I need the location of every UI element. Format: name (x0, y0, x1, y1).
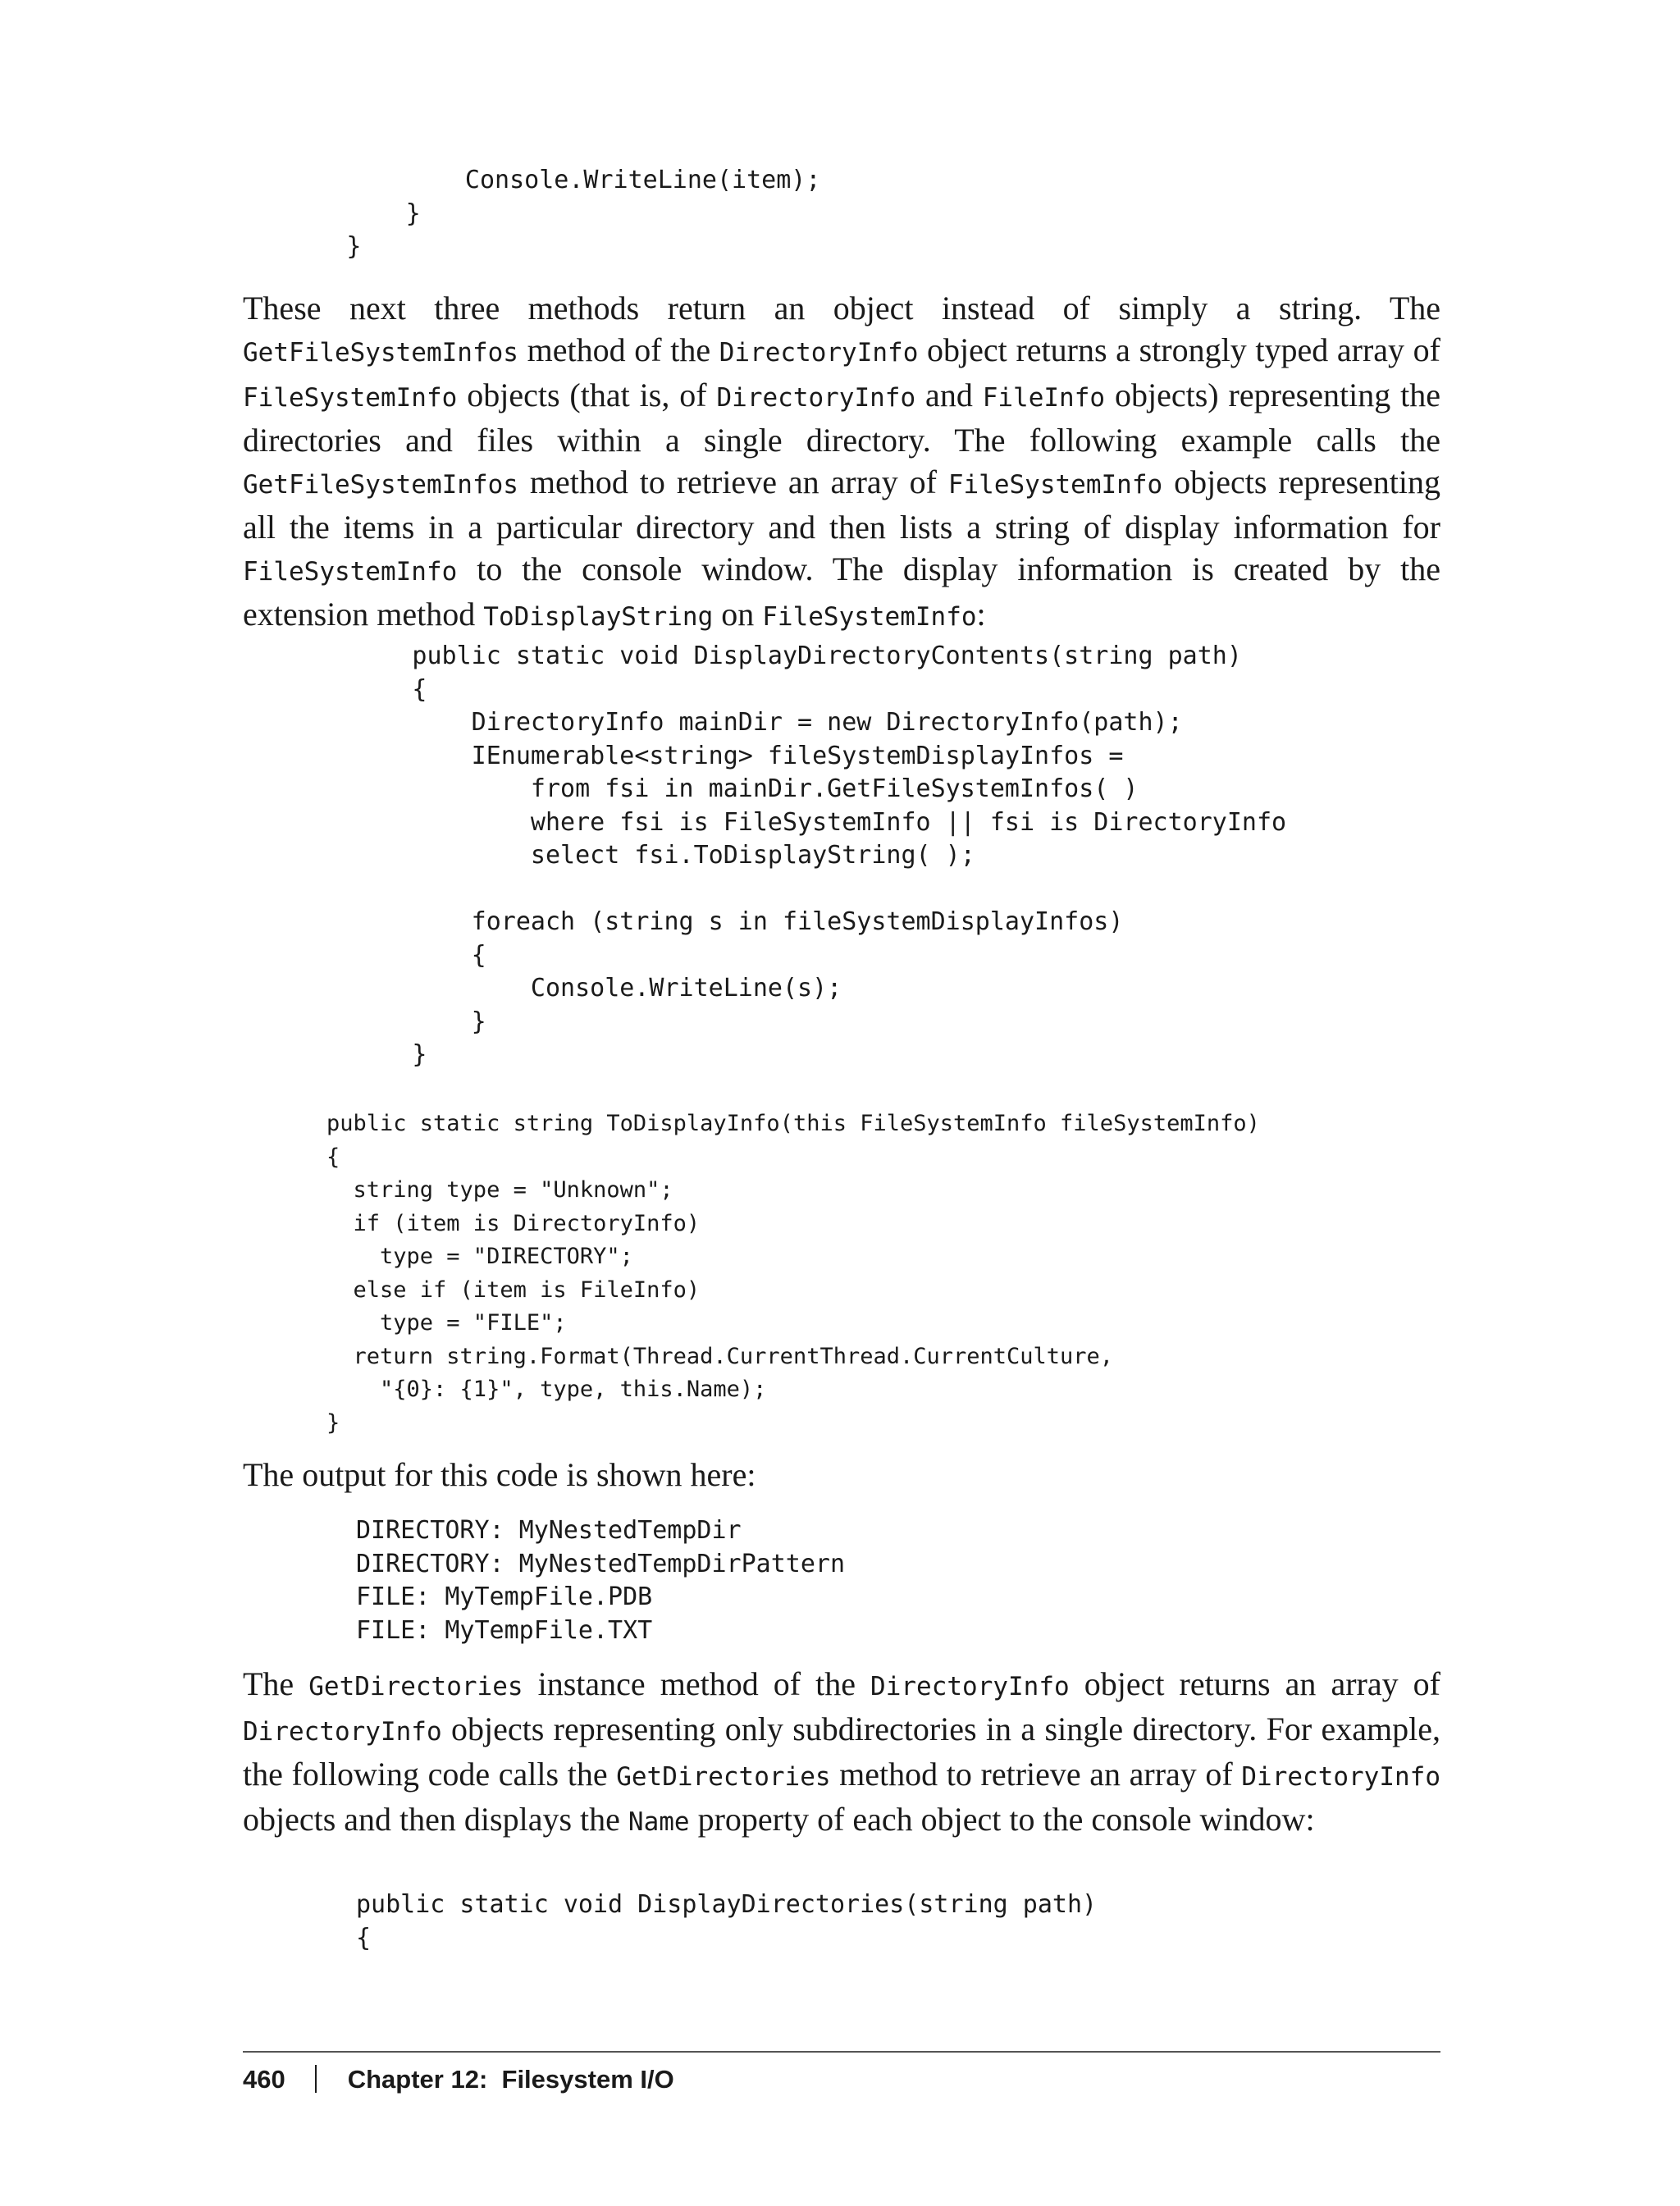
paragraph-output-intro: The output for this code is shown here: (243, 1456, 756, 1493)
code-block-loop-end: Console.WriteLine(item); } } (346, 166, 821, 261)
code-block-display-directory-contents: public static void DisplayDirectoryContents(string path) { DirectoryInfo mainDir = new DirectoryInfo(path); IEnumerable<string> fileSystemDisplayInfos = from fsi in mainDir.GetFileSystemInfos( ) where fsi is FileSystemInfo || fsi is DirectoryInfo select fsi.ToDisplayString( ); foreach (string s in fileSystemDisplayInfos) { Console.WriteLine(s); } } (412, 642, 1287, 1069)
page-number: 460 (243, 2065, 285, 2094)
code-block-to-display-info: public static string ToDisplayInfo(this FileSystemInfo fileSystemInfo) { string type = "Unknown"; if (item is DirectoryInfo) type = "DIRECTORY"; else if (item is FileInfo) type = "FILE"; return string.Format(Thread.CurrentThread.CurrentCulture, "{0}: {1}", type, this.Name); } (326, 1111, 1260, 1436)
footer-rule (243, 2051, 1440, 2053)
chapter-title: Chapter 12: Filesystem I/O (347, 2065, 674, 2094)
paragraph-getdirectories: The GetDirectories instance method of the DirectoryInfo object returns an array of DirectoryInfo objects representing only subdirectories in a single directory. For example, the following code calls the GetDirectories method to retrieve an array of DirectoryInfo objects and then displays the Name property of each object to the console window: (243, 1665, 1441, 1838)
page-footer (243, 2059, 674, 2100)
footer-separator (315, 2065, 317, 2093)
code-block-display-directories: public static void DisplayDirectories(string path) { (356, 1890, 1098, 1953)
paragraph-filesysteminfos: These next three methods return an object instead of simply a string. The GetFileSystemInfos method of the DirectoryInfo object returns a strongly typed array of FileSystemInfo objects (that is, of DirectoryInfo and FileInfo objects) representing the directories and files within a single directory. The following example calls the GetFileSystemInfos method to retrieve an array of FileSystemInfo objects representing all the items in a particular directory and then lists a string of display information for FileSystemInfo to the console window. The display information is created by the extension method ToDisplayString on FileSystemInfo: (243, 290, 1440, 633)
code-block-console-output: DIRECTORY: MyNestedTempDir DIRECTORY: MyNestedTempDirPattern FILE: MyTempFile.PDB FILE: MyTempFile.TXT (356, 1516, 846, 1645)
